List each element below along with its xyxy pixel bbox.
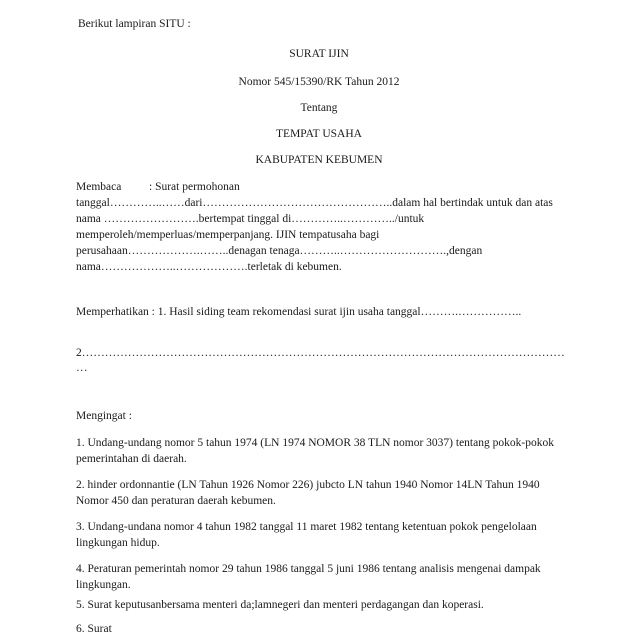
- membaca-line: nama………………..……………….terletak di kebumen.: [76, 261, 342, 273]
- mengingat-item-line: pemerintahan di daerah.: [76, 453, 187, 465]
- mengingat-item-line: lingkungan.: [76, 579, 131, 591]
- mengingat-item-line: 1. Undang-undang nomor 5 tahun 1974 (LN 1974 NOMOR 38 TLN nomor 3037) tentang pokok-pokok: [76, 437, 554, 449]
- doc-title: SURAT IJIN: [289, 48, 349, 60]
- memperhatikan-line-1: Memperhatikan : 1. Hasil siding team rekomendasi surat ijin usaha tanggal……….……………..: [76, 306, 522, 318]
- memperhatikan-line-2-cont: …: [76, 362, 88, 374]
- membaca-line: nama …………………….bertempat tinggal di…………..…………../untuk: [76, 213, 425, 225]
- mengingat-item-line: Nomor 450 dan peraturan daerah kebumen.: [76, 495, 276, 507]
- doc-about: Tentang: [300, 102, 338, 114]
- doc-number: Nomor 545/15390/RK Tahun 2012: [238, 76, 400, 88]
- mengingat-item-line: 3. Undang-undana nomor 4 tahun 1982 tanggal 11 maret 1982 tentang ketentuan pokok pengelolaan: [76, 521, 537, 533]
- mengingat-item-line: 2. hinder ordonnantie (LN Tahun 1926 Nomor 226) jubcto LN tahun 1940 Nomor 14LN Tahun 1940: [76, 479, 540, 491]
- membaca-first-line: : Surat permohonan: [149, 181, 240, 193]
- membaca-line: tanggal…………..……dari…………………………………………..dalam hal bertindak untuk dan atas: [76, 197, 553, 209]
- mengingat-item-line: lingkungan hidup.: [76, 537, 160, 549]
- memperhatikan-line-2: 2………………………………………………………………………………………………………………: [76, 347, 565, 359]
- mengingat-item-line: 4. Peraturan pemerintah nomor 29 tahun 1986 tanggal 5 juni 1986 tentang analisis mengenai dampak: [76, 563, 541, 575]
- mengingat-item-line: 6. Surat: [76, 623, 112, 635]
- doc-subject: TEMPAT USAHA: [276, 128, 362, 140]
- membaca-label: Membaca: [76, 181, 122, 193]
- membaca-line: memperoleh/memperluas/memperpanjang. IJIN tempatusaha bagi: [76, 229, 380, 241]
- membaca-line: perusahaan……………….……..denagan tenaga………..……………………….,dengan: [76, 245, 483, 257]
- intro-text: Berikut lampiran SITU :: [78, 18, 191, 30]
- doc-region: KABUPATEN KEBUMEN: [255, 154, 383, 166]
- mengingat-item-line: 5. Surat keputusanbersama menteri da;lamnegeri dan menteri perdagangan dan koperasi.: [76, 599, 484, 611]
- mengingat-label: Mengingat :: [76, 410, 132, 422]
